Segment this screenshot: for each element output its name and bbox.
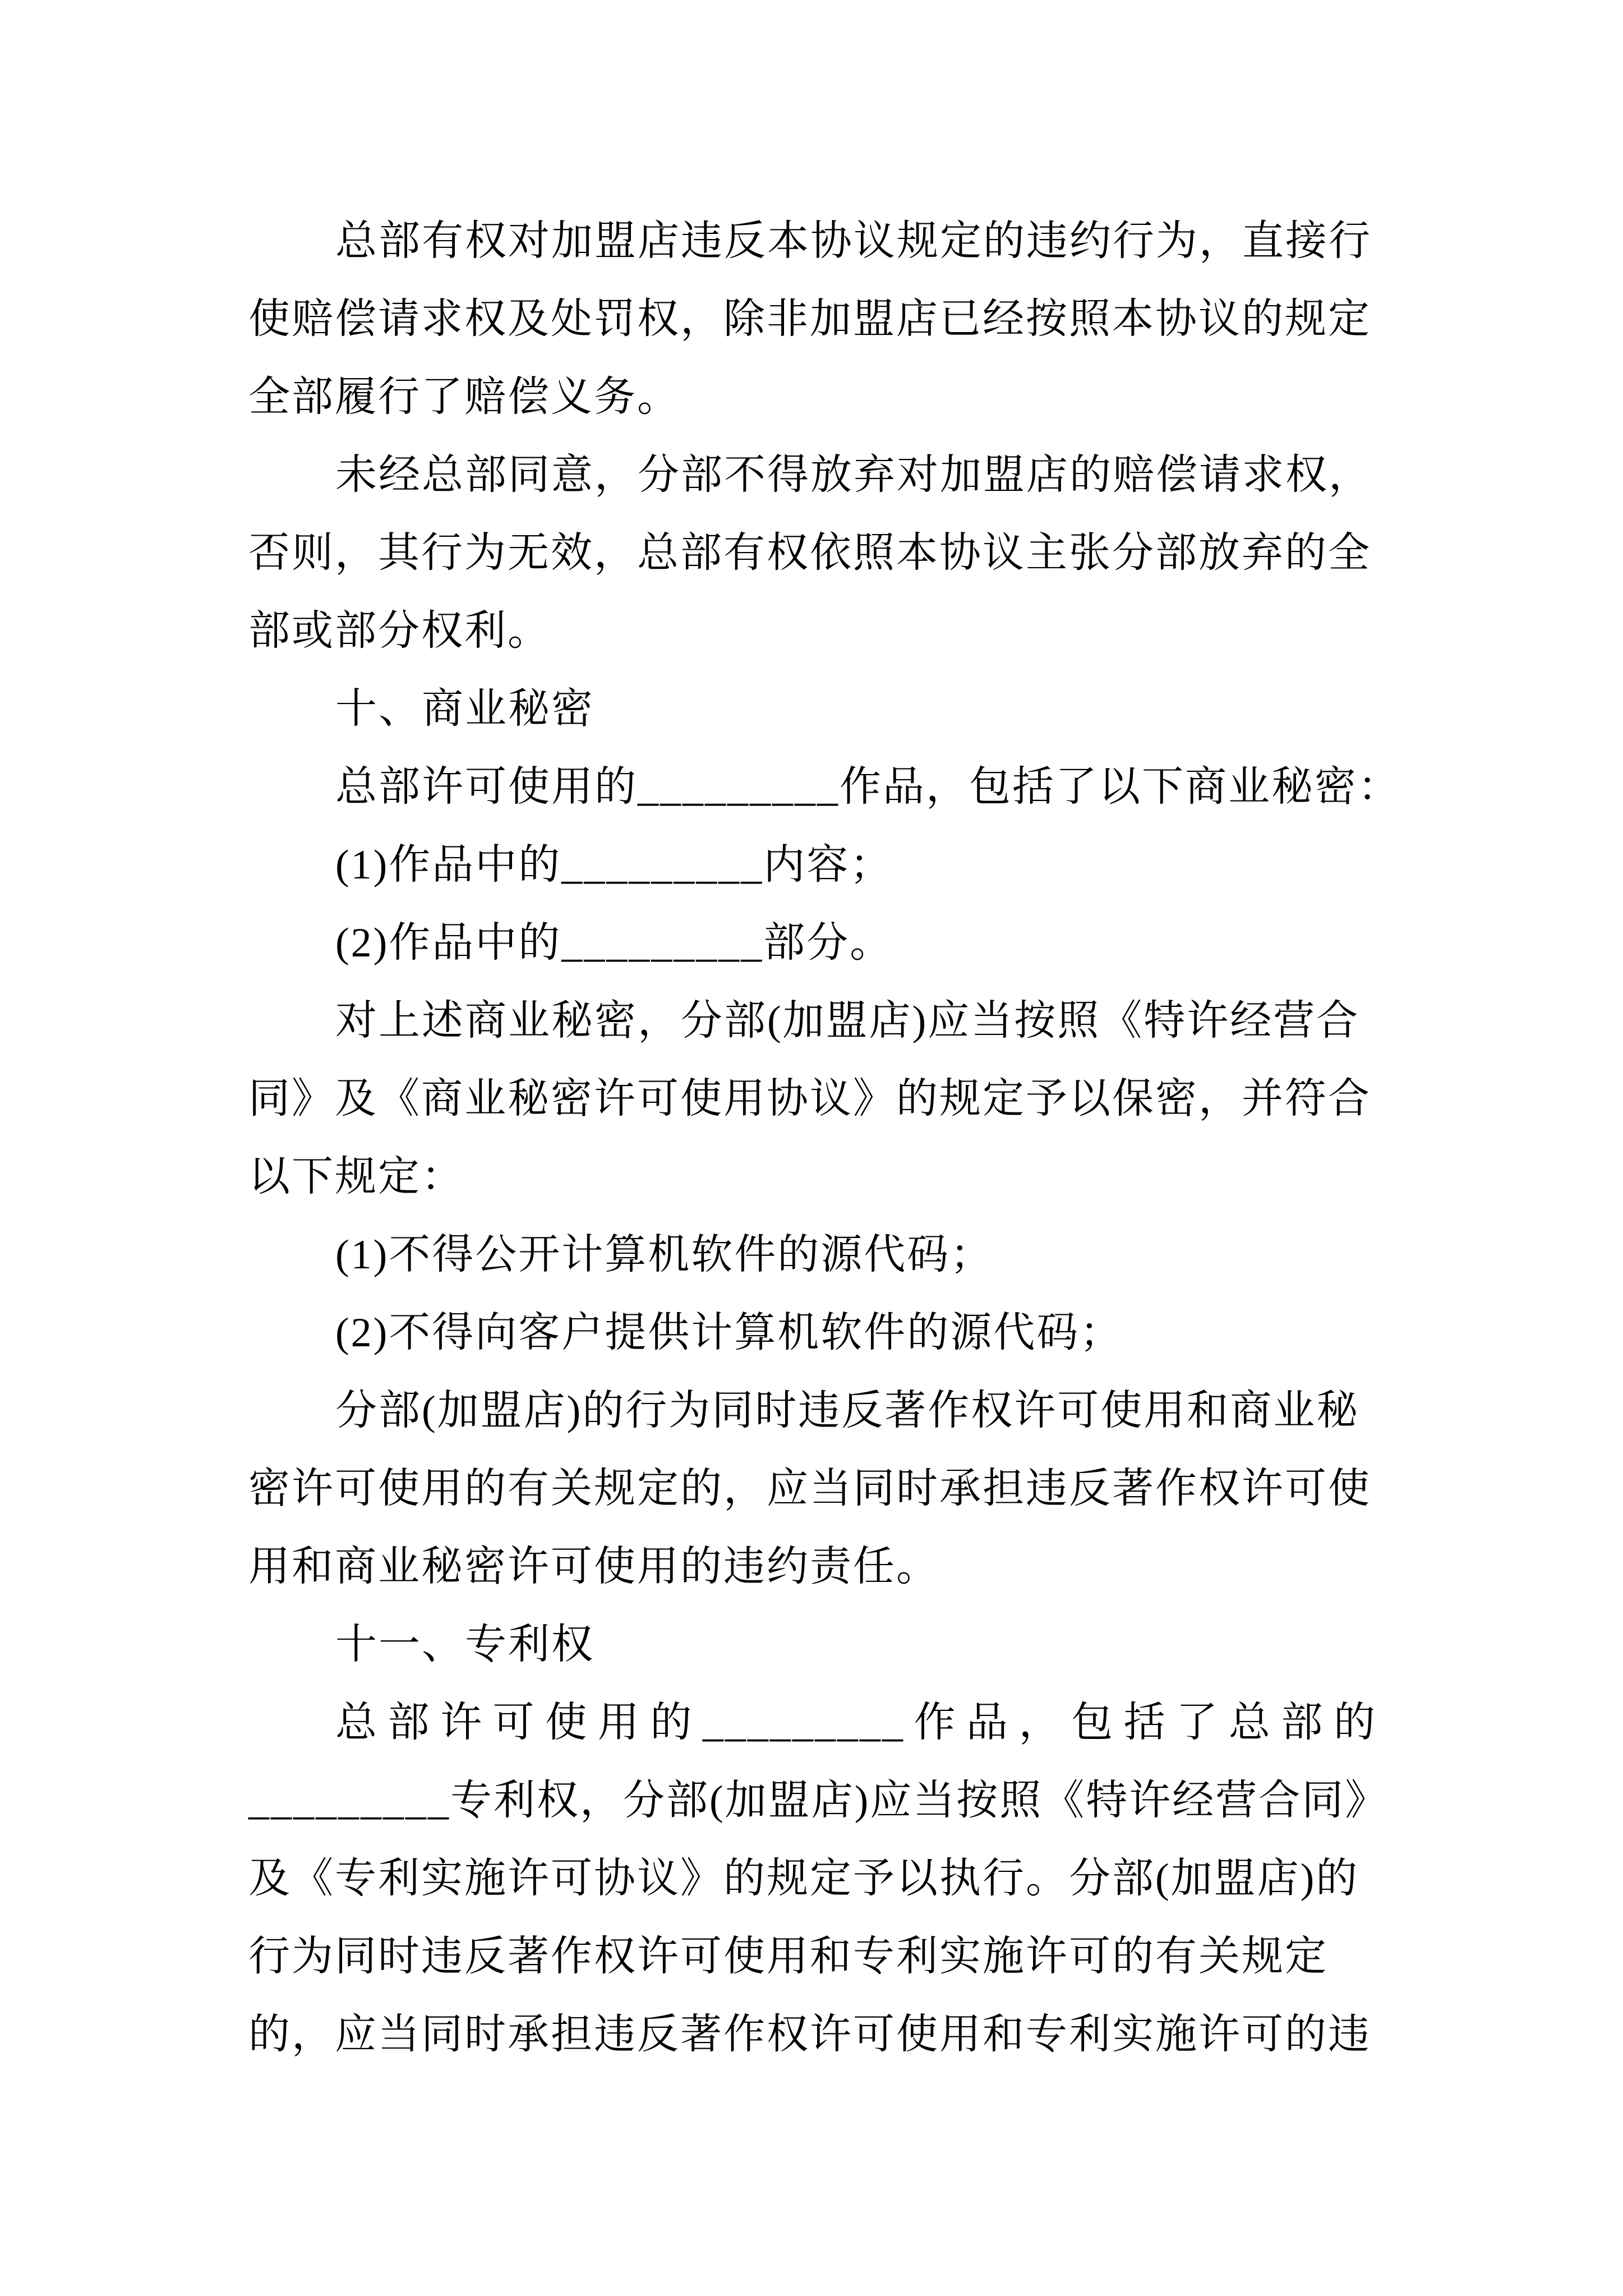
text-line: 总部许可使用的_________作品，包括了以下商业秘密： (335, 764, 1401, 810)
text-line: 同》及《商业秘密许可使用协议》的规定予以保密，并符合 (248, 1076, 1371, 1122)
text-line: 否则，其行为无效，总部有权依照本协议主张分部放弃的全 (248, 530, 1371, 576)
document-content (248, 203, 1401, 2074)
section-heading: 十一、专利权 (335, 1622, 594, 1668)
list-item: (2)不得向客户提供计算机软件的源代码； (335, 1310, 1123, 1356)
text-line: 全部履行了赔偿义务。 (248, 374, 680, 420)
text-line: 部或部分权利。 (248, 608, 551, 654)
text-line: 以下规定： (248, 1154, 464, 1200)
text-line: 对上述商业秘密，分部(加盟店)应当按照《特许经营合 (335, 998, 1360, 1044)
text-line: 未经总部同意，分部不得放弃对加盟店的赔偿请求权， (335, 452, 1372, 498)
text-line: 分部(加盟店)的行为同时违反著作权许可使用和商业秘 (335, 1388, 1360, 1434)
section-heading: 十、商业秘密 (335, 686, 594, 732)
text-line: _________专利权，分部(加盟店)应当按照《特许经营合同》 (248, 1778, 1389, 1824)
list-item: (1)不得公开计算机软件的源代码； (335, 1232, 994, 1278)
list-item: (1)作品中的_________内容； (335, 842, 893, 888)
text-line: 用和商业秘密许可使用的违约责任。 (248, 1544, 939, 1590)
text-line: 及《专利实施许可协议》的规定予以执行。分部(加盟店)的 (248, 1856, 1359, 1902)
text-line: 行为同时违反著作权许可使用和专利实施许可的有关规定 (248, 1934, 1328, 1980)
text-line: 的，应当同时承担违反著作权许可使用和专利实施许可的违 (248, 2012, 1371, 2058)
text-line: 使赔偿请求权及处罚权，除非加盟店已经按照本协议的规定 (248, 296, 1371, 342)
text-line: 总部有权对加盟店违反本协议规定的违约行为，直接行 (335, 218, 1372, 264)
text-line: 总部许可使用的_________作品，包括了总部的 (335, 1700, 1377, 1746)
text-line: 密许可使用的有关规定的，应当同时承担违反著作权许可使 (248, 1466, 1371, 1512)
list-item: (2)作品中的_________部分。 (335, 920, 893, 966)
